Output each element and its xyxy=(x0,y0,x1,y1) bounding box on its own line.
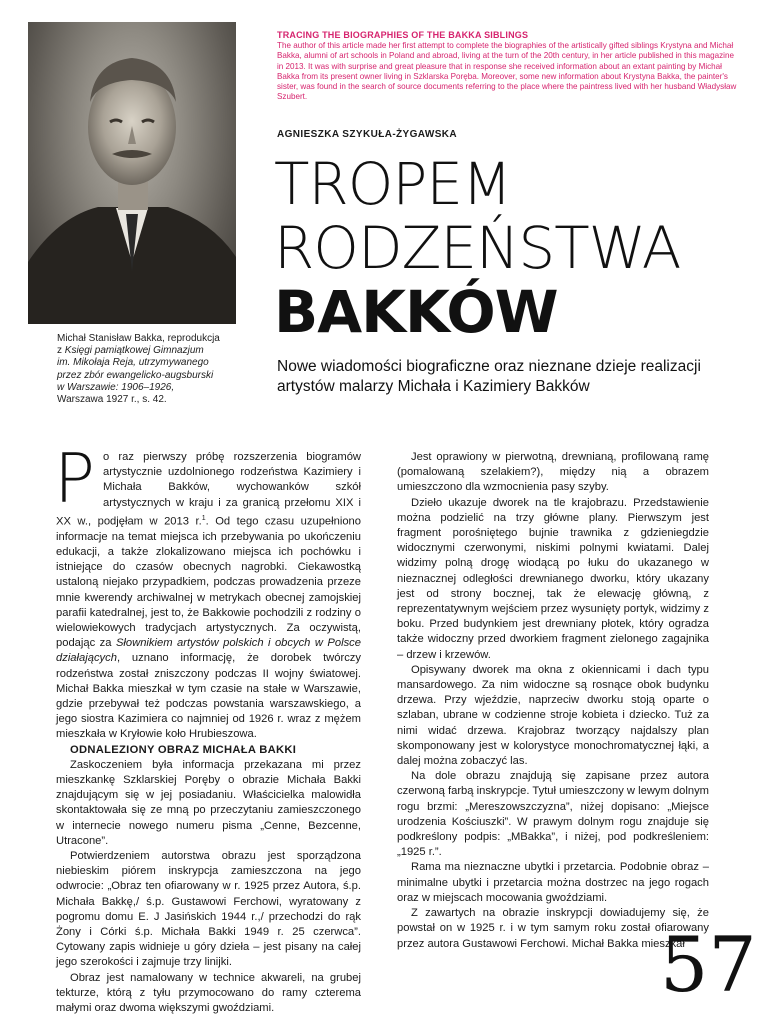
caption-line: Warszawa 1927 r., s. 42. xyxy=(57,394,167,406)
title-line-1: TROPEM xyxy=(274,150,512,218)
paragraph: Dzieło ukazuje dworek na tle krajobrazu. Przedstawienie można podzielić na trzy główne plany. Pierwszym jest fragment porośniętego bujnie trawnika z gdzieniegdzie widocznymi czerwonymi, niskimi polnymi kwiatami. Dalej widzimy polną drogę wiodącą po łuku do ukazanego w nieznacznej odległości drewnianego dworku, który ukazany jest od strony bocznej, tak że elewację główną, z reprezentatywnym wejściem przez wysunięty portyk, widzimy z boku. Przed budynkiem jest drewniany płotek, który ogradza także widoczny przed dworkiem fragment zielonego zagajnika – drzew i krzewów. xyxy=(397,496,709,661)
title-line-3: BAKKÓW xyxy=(274,278,558,346)
paragraph: Z zawartych na obrazie inskrypcji dowiadujemy się, że powstał on w 1925 r. i w tym samym roku został ofiarowany przez autora Gustawowi Ferchowi. Michał Bakka mieszkał xyxy=(397,907,709,950)
caption-line: Michał Stanisław Bakka, reprodukcja xyxy=(57,333,220,344)
footnote-ref: 1 xyxy=(201,514,206,522)
paragraph: Jest oprawiony w pierwotną, drewnianą, profilowaną ramę (pomalowaną szelakiem?), między nią a obrazem umieszczono dla wzmocnienia pasy szyby. xyxy=(397,451,709,494)
page-number: 57 xyxy=(660,920,757,1009)
paragraph: Na dole obrazu znajdują się zapisane przez autora czerwoną farbą inskrypcje. Tytuł umieszczony w lewym dolnym rogu brzmi: „Mereszowszczyzna”, niżej dopisano: „Miejsce urodzenia Kościuszki”. W prawym dolnym rogu znajduje się podkreślony podpis: „MBakka”, i niżej, pod podkreśleniem: „1925 r.”. xyxy=(397,770,709,859)
english-summary-title: TRACING THE BIOGRAPHIES OF THE BAKKA SIBLINGS xyxy=(277,30,529,40)
paragraph xyxy=(54,440,361,743)
paragraph: Zaskoczeniem była informacja przekazana mi przez mieszkankę Szklarskiej Poręby o obrazie Michała Bakki znajdującym się w jej posiadaniu. Właścicielka malowidła skontaktowała się ze mną po przeczytaniu zamieszczonego w internecie nowego numeru pisma „Cenne, Bezcenne, Utracone”. xyxy=(56,758,361,847)
paragraph-text: , uznano informację, że dorobek twórczy rodzeństwa został zniszczony podczas II wojny światowej. Michał Bakka mieszkał w tym czasie na stałe w Warszawie, gdzie przebywał też podczas powstania warszawskiego, a jego siostra Kazimiera co najmniej od 1926 r. wraz z mężem mieszkała w Kryłowie koło Hrubieszowa. xyxy=(56,652,361,741)
paragraph: Potwierdzeniem autorstwa obrazu jest sporządzona niebieskim piórem inskrypcja zamieszczona na jego odwrocie: „Obraz ten ofiarowany w r. 1925 przez Autora, ś.p. Michała Bakkę,/ ś.p. Gustawowi Ferchowi, wyratowany z pogromu domu E. J Jasińskich 1944 r.,/ przechodzi do rąk Żony i Córki ś.p. Michała Bakki 1949 r. 25 czerwca”. Cytowany zapis widnieje u góry dzieła – jest pisany na całej jego szerokości i zajmuje trzy linijki. xyxy=(56,850,361,969)
paragraph-text: . Od tego czasu uzupełniono informacje na temat miejsca ich przebywania po ukończeniu edukacji, a także zlokalizowano miejsca ich pochówku i istniejące do czasów obecnych nagrobki. Ciekawostką ustaloną niejako przypadkiem, podczas prowadzenia przeze mnie kwerendy archiwalnej w metrykach obecnej zamojskiej parafii katedralnej, jest to, że Bakkowie pochodzili z rodziny o wielowiekowych tradycjach artystycznych. Za oczywistą, podając za xyxy=(56,515,361,650)
english-summary xyxy=(277,30,737,103)
caption-line: im. Mikołaja Reja, utrzymywanego xyxy=(57,357,209,369)
section-heading: ODNALEZIONY OBRAZ MICHAŁA BAKKI xyxy=(70,743,297,756)
caption-line: przez zbór ewangelicko-augsburski xyxy=(57,369,214,381)
drop-cap: P xyxy=(54,440,96,519)
left-column xyxy=(54,440,361,1016)
caption-line: w Warszawie: 1906–1926, xyxy=(57,381,175,393)
paragraph-italic: Słownikiem artystów polskich i obcych w Polsce działających xyxy=(56,637,361,665)
article-subtitle: Nowe wiadomości biograficzne oraz nieznane dzieje realizacji artystów malarzy Michała i Kazimiery Bakków xyxy=(277,358,701,395)
paragraph: Rama ma nieznaczne ubytki i przetarcia. Podobnie obraz – minimalne ubytki i przetarcia można dostrzec na jego rogach oraz w miejscach mocowania gwoździami. xyxy=(397,861,709,904)
english-summary-text: The author of this article made her first attempt to complete the biographies of the artistically gifted siblings Krystyna and Michał Bakka, alumni of art schools in Poland and abroad, living at the turn of the 20th century, in her article published in this magazine in 2013. It was with surprise and great pleasure that in response she received information about an extant painting by Michał Bakka from its present owner living in Szklarska Poręba. Moreover, some new information about Krystyna Bakka, the painter's sister, was found in the search of source documents referring to the place where the paintress lived with her husband Władysław Szubert. xyxy=(277,41,737,102)
photo-caption xyxy=(57,333,237,406)
paragraph-text: o raz pierwszy próbę rozszerzenia biogramów artystycznie uzdolnionego rodzeństwa Kazimiery i Michała Bakków, wychowanków szkół artystycznych w kraju i za granicą przełomu XIX i XX w., podjęłam w 2013 r. xyxy=(56,451,361,528)
author-name: AGNIESZKA SZYKUŁA-ŻYGAWSKA xyxy=(277,129,458,140)
right-column xyxy=(397,450,709,952)
title-line-2: RODZEŃSTWA xyxy=(274,214,681,282)
paragraph: Opisywany dworek ma okna z okiennicami i dach typu mansardowego. Za nim widoczne są rosnące obok budynku drzewa. Przy wjeździe, naprzeciw dworku stoją oparte o szlaban, ubrane w codzienne stroje kobieta i dziecko. Tuż za nimi widać drzewa. Krajobraz tworzący najdalszy plan skomponowany jest w kolorystyce monochromatycznej łąki, a dalej można zobaczyć las. xyxy=(397,663,709,768)
portrait-photo xyxy=(28,22,236,324)
paragraph: Obraz jest namalowany w technice akwareli, na grubej tekturze, którą z tyłu przymocowano do ramy czterema małymi oraz dwoma większymi gwoździami. xyxy=(56,971,361,1015)
article-title xyxy=(274,152,680,344)
caption-line: Księgi pamiątkowej Gimnazjum xyxy=(64,345,204,357)
caption-line: z xyxy=(57,345,65,357)
